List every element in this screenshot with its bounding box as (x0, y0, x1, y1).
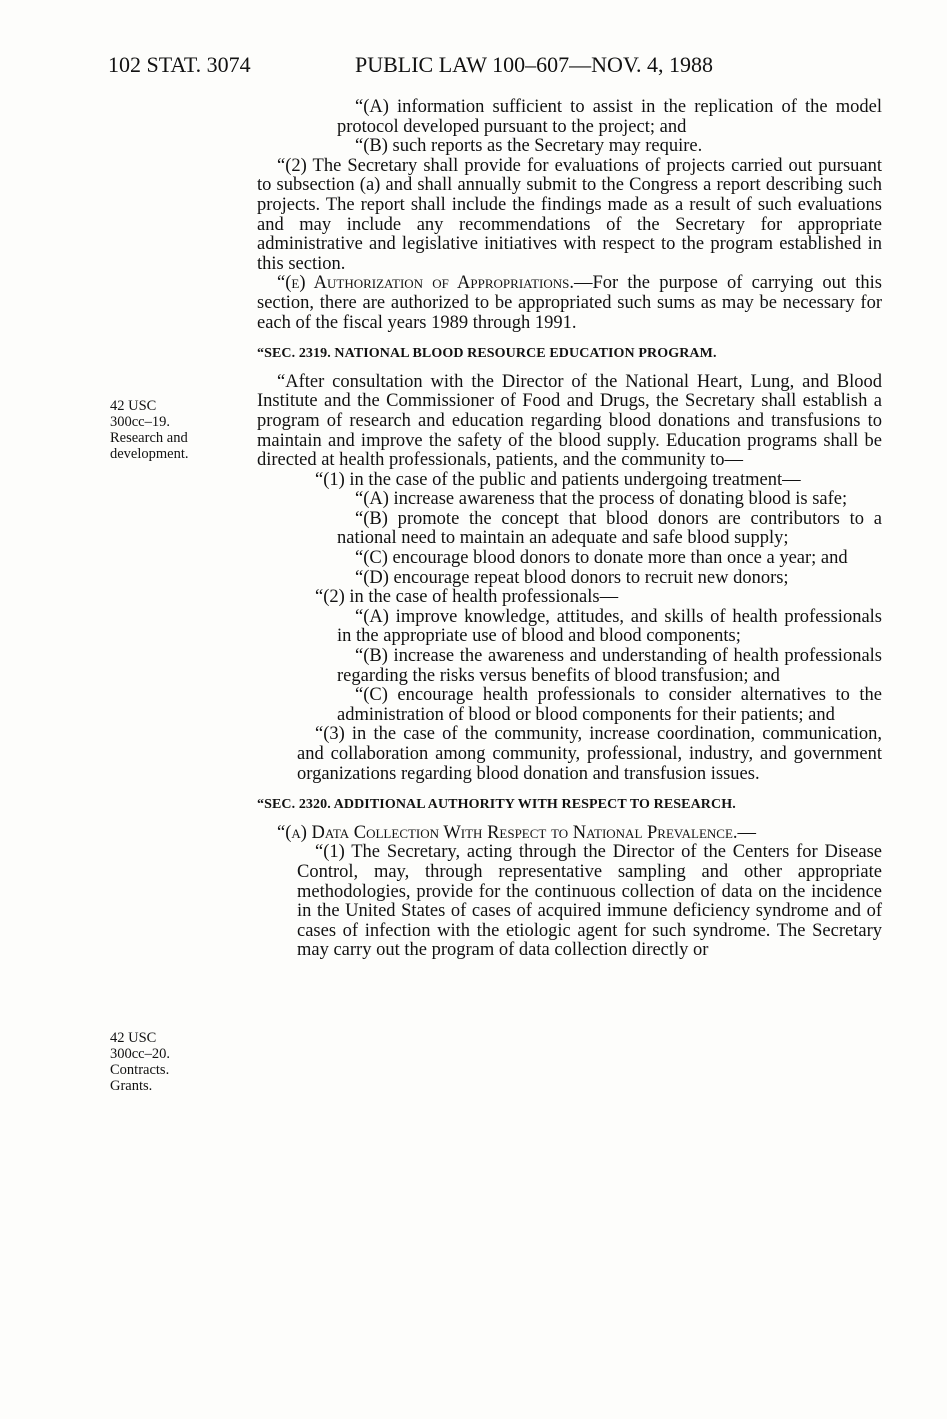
margin-note-sec2319 (110, 398, 189, 462)
margin-note-line: Contracts. (110, 1062, 170, 1078)
paragraph: “(C) encourage blood donors to donate more than once a year; and (355, 548, 848, 569)
paragraph: “(A) increase awareness that the process of donating blood is safe; (355, 489, 848, 510)
section-heading-2319: “SEC. 2319. NATIONAL BLOOD RESOURCE EDUCATION PROGRAM. (257, 346, 717, 362)
paragraph: “(B) increase the awareness and understanding of health professionals regarding the risks versus benefits of blood transfusion; and (337, 646, 882, 686)
page-header (108, 52, 898, 82)
paragraph: “(A) improve knowledge, attitudes, and skills of health professionals in the appropriate use of blood and blood components; (337, 606, 882, 647)
subsection-heading: “(a) Data Collection With Respect to National Prevalence.— (277, 822, 757, 843)
paragraph: “(C) encourage health professionals to consider alternatives to the administration of blood or blood components for their patients; and (337, 685, 882, 725)
margin-note-line: development. (110, 446, 189, 462)
subsection-heading: “(e) Authorization of Appropriations. (277, 273, 575, 294)
paragraph: “(2) in the case of health professionals— (315, 587, 619, 608)
paragraph: “(A) information sufficient to assist in the replication of the model protocol developed pursuant to the project; and (337, 97, 882, 137)
paragraph-text: —For the purpose of carrying out this section, there are authorized to be appropriated such sums as may be necessary for each of the fiscal years 1989 through 1991. (257, 273, 882, 333)
paragraph: “(2) The Secretary shall provide for evaluations of projects carried out pursuant to subsection (a) and shall annually submit to the Congress a report describing such projects. The report shall include the findings made as a result of such evaluations and may include any recommendations of the Secretary for appropriate administrative and legislative initiatives with respect to the program established in this section. (257, 155, 882, 274)
paragraph: “(B) such reports as the Secretary may require. (355, 136, 703, 157)
margin-note-line: 300cc–19. (110, 414, 170, 430)
margin-note-line: 42 USC (110, 1030, 157, 1046)
paragraph: “(B) promote the concept that blood donors are contributors to a national need to maintain an adequate and safe blood supply; (337, 508, 882, 549)
paragraph: “(1) in the case of the public and patients undergoing treatment— (315, 469, 801, 490)
section-heading-2320: “SEC. 2320. ADDITIONAL AUTHORITY WITH RESPECT TO RESEARCH. (257, 797, 736, 813)
margin-note-line: 42 USC (110, 398, 157, 414)
paragraph: “(1) The Secretary, acting through the Director of the Centers for Disease Control, may, through representative sampling and other appropriate methodologies, provide for the continuous collection of data on the incidence in the United States of cases of acquired immune deficiency syndrome and of cases of infection with the etiologic agent for such syndrome. The Secretary may carry out the program of data collection directly or (297, 842, 882, 961)
paragraph: “After consultation with the Director of the National Heart, Lung, and Blood Institute and the Commissioner of Food and Drugs, the Secretary shall establish a program of research and education regarding blood donations and transfusions to maintain and improve the safety of the blood supply. Education programs shall be directed at health professionals, patients, and the community to— (257, 371, 882, 471)
margin-note-line: Grants. (110, 1078, 153, 1094)
margin-note-line: Research and (110, 430, 188, 446)
paragraph (257, 274, 882, 333)
document-body (257, 98, 882, 961)
paragraph: “(3) in the case of the community, increase coordination, communication, and collaboration among community, professional, industry, and government organizations regarding blood donation and transfusion issues. (297, 724, 882, 784)
margin-note-sec2320 (110, 1030, 170, 1094)
paragraph: “(D) encourage repeat blood donors to recruit new donors; (355, 567, 789, 588)
stat-number: 102 STAT. 3074 (108, 52, 251, 77)
margin-note-line: 300cc–20. (110, 1046, 170, 1062)
page-title: PUBLIC LAW 100–607—NOV. 4, 1988 (355, 52, 713, 77)
